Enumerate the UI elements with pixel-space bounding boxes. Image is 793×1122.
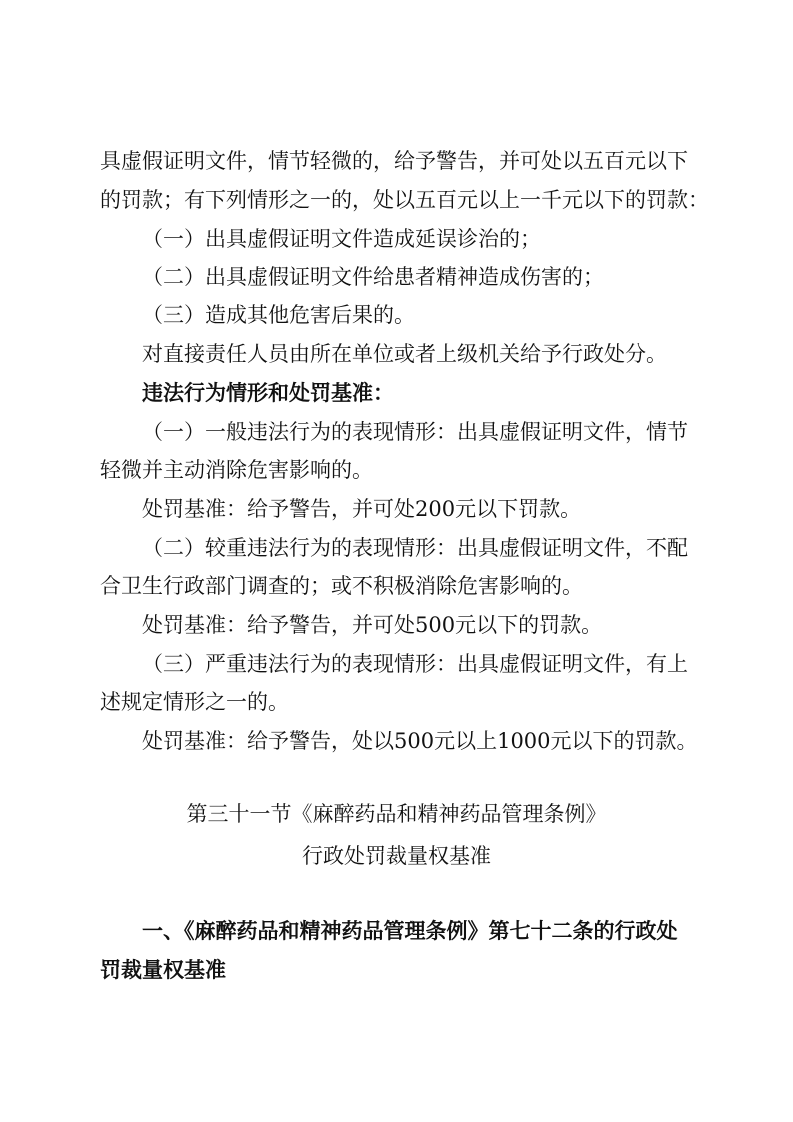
severe-line-1: （三）严重违法行为的表现情形：出具虚假证明文件，有上 xyxy=(142,652,688,676)
list-item-2: （二）出具虚假证明文件给患者精神造成伤害的； xyxy=(142,265,604,289)
subsection-title-line-1: 一、《麻醉药品和精神药品管理条例》第七十二条的行政处 xyxy=(142,919,678,943)
general-line-2: 轻微并主动消除危害影响的。 xyxy=(100,458,373,482)
section-title-line-2: 行政处罚裁量权基准 xyxy=(302,844,491,868)
serious-penalty: 处罚基准：给予警告，并可处500元以下的罚款。 xyxy=(142,613,603,637)
list-item-3: （三）造成其他危害后果的。 xyxy=(142,303,415,327)
serious-line-1: （二）较重违法行为的表现情形：出具虚假证明文件，不配 xyxy=(142,536,688,560)
serious-line-2: 合卫生行政部门调查的；或不积极消除危害影响的。 xyxy=(100,574,583,598)
severe-penalty: 处罚基准：给予警告，处以500元以上1000元以下的罚款。 xyxy=(142,729,698,753)
intro-line-1: 具虚假证明文件，情节轻微的，给予警告，并可处以五百元以下 xyxy=(100,149,688,173)
severe-line-2: 述规定情形之一的。 xyxy=(100,690,289,714)
subsection-title-line-2: 罚裁量权基准 xyxy=(100,958,226,982)
list-item-1: （一）出具虚假证明文件造成延误诊治的； xyxy=(142,227,541,251)
intro-line-2: 的罚款；有下列情形之一的，处以五百元以上一千元以下的罚款： xyxy=(100,188,709,212)
general-line-1: （一）一般违法行为的表现情形：出具虚假证明文件，情节 xyxy=(142,420,688,444)
section-title-line-1: 第三十一节《麻醉药品和精神药品管理条例》 xyxy=(186,802,607,826)
general-penalty: 处罚基准：给予警告，并可处200元以下罚款。 xyxy=(142,497,582,521)
responsibility-text: 对直接责任人员由所在单位或者上级机关给予行政处分。 xyxy=(142,342,667,366)
standard-heading: 违法行为情形和处罚基准： xyxy=(142,381,394,405)
